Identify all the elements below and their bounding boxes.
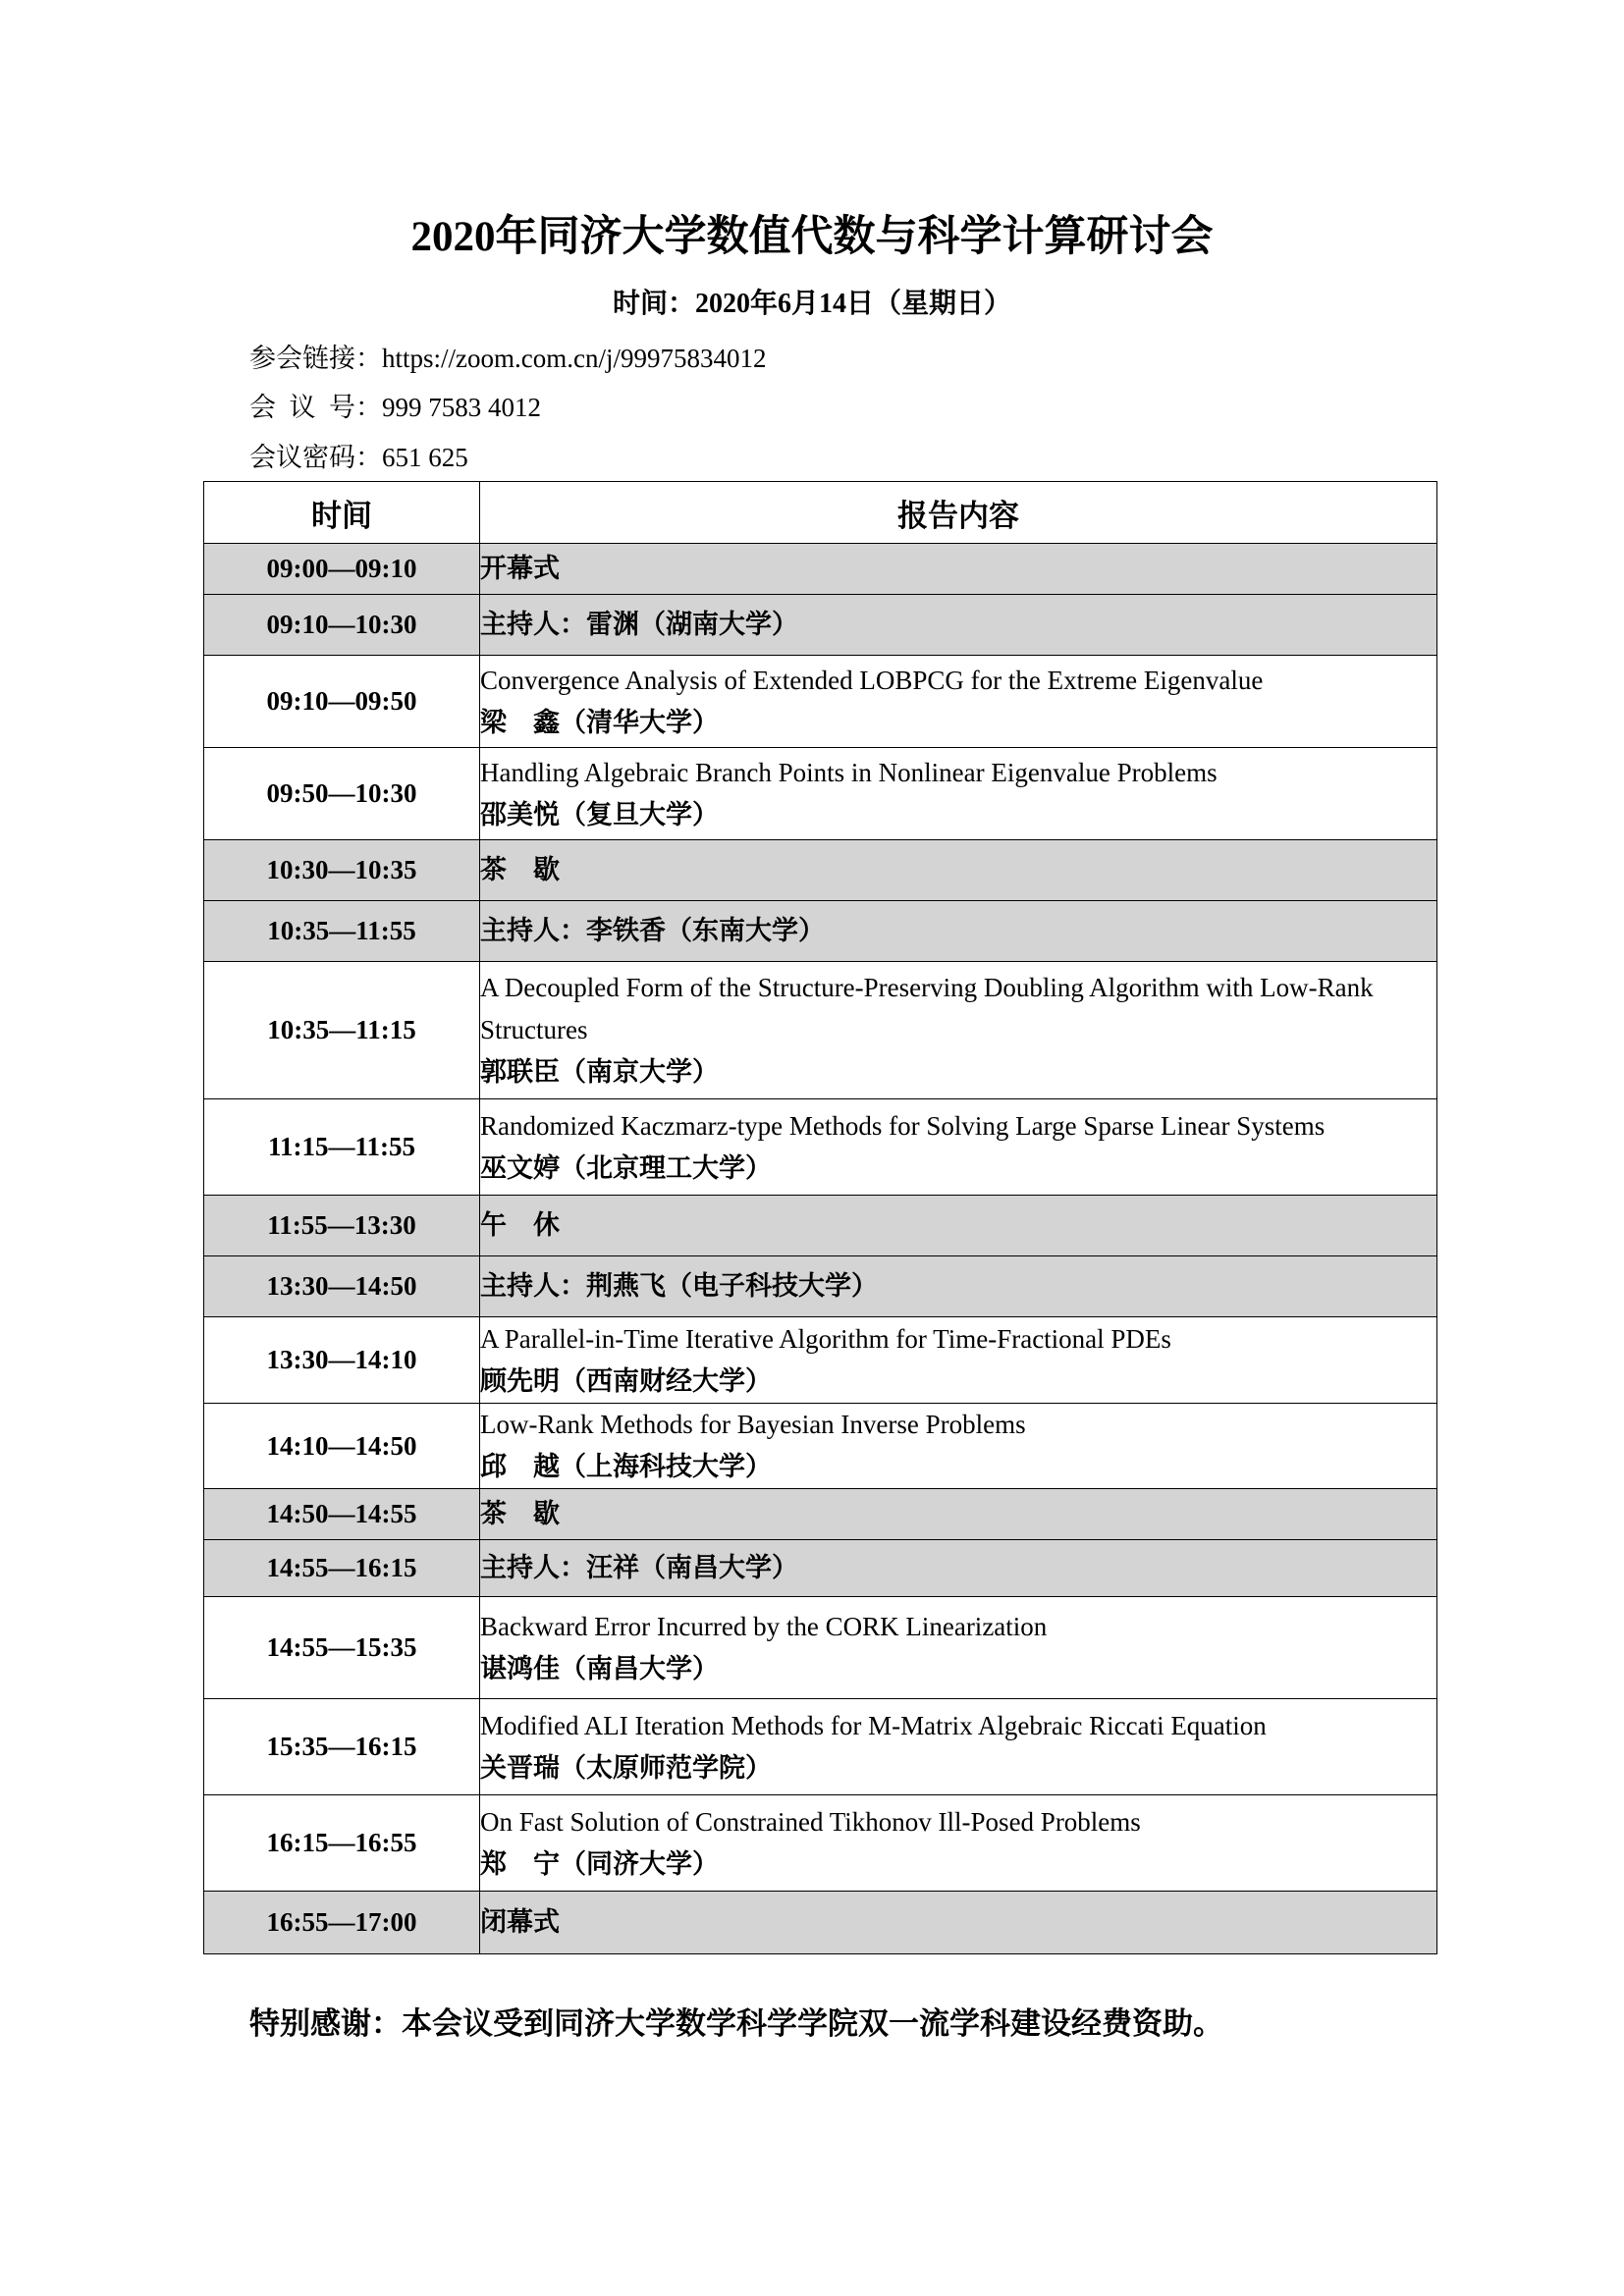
talk-cell (480, 656, 1437, 748)
talk-title: Modified ALI Iteration Methods for M-Matrix Algebraic Riccati Equation (480, 1710, 1267, 1740)
meeting-link-line (249, 339, 766, 378)
session-row (204, 544, 1437, 595)
session-text: 午 休 (480, 1210, 560, 1240)
meeting-link[interactable]: https://zoom.com.cn/j/99975834012 (382, 344, 767, 373)
table-header-row (204, 482, 1437, 544)
talk-title: A Parallel-in-Time Iterative Algorithm for Time-Fractional PDEs (480, 1323, 1171, 1354)
row-time: 09:10—10:30 (204, 595, 480, 656)
session-text: 闭幕式 (480, 1907, 560, 1937)
session-label (480, 1256, 1437, 1317)
talk-title: Low-Rank Methods for Bayesian Inverse Problems (480, 1410, 1026, 1439)
row-time: 09:10—09:50 (204, 656, 480, 748)
event-date: 时间：2020年6月14日（星期日） (612, 289, 1011, 319)
session-text: 主持人：雷渊（湖南大学） (480, 610, 798, 639)
talk-row (204, 1699, 1437, 1795)
meeting-id-label: 会 议 号： (249, 393, 382, 422)
page-title: 2020年同济大学数值代数与科学计算研讨会 (410, 214, 1214, 260)
talk-cell (480, 1317, 1437, 1404)
talk-cell (480, 1597, 1437, 1699)
row-time: 10:35—11:15 (204, 962, 480, 1099)
header-content: 报告内容 (480, 482, 1437, 544)
session-row (204, 1540, 1437, 1597)
row-time: 14:55—15:35 (204, 1597, 480, 1699)
row-time: 14:10—14:50 (204, 1404, 480, 1489)
session-row (204, 1256, 1437, 1317)
row-time: 13:30—14:50 (204, 1256, 480, 1317)
talk-title: Randomized Kaczmarz-type Methods for Solving Large Sparse Linear Systems (480, 1110, 1326, 1141)
session-label (480, 840, 1437, 901)
speaker: 巫文婷（北京理工大学） (480, 1152, 772, 1183)
meeting-id-line (249, 388, 541, 427)
row-time: 09:00—09:10 (204, 544, 480, 595)
session-text: 茶 歇 (480, 855, 560, 884)
speaker: 邱 越（上海科技大学） (480, 1452, 772, 1481)
session-text: 主持人：荆燕飞（电子科技大学） (480, 1271, 878, 1301)
row-time: 11:55—13:30 (204, 1196, 480, 1256)
row-time: 14:50—14:55 (204, 1489, 480, 1540)
speaker: 关晋瑞（太原师范学院） (480, 1752, 772, 1783)
talk-cell (480, 1699, 1437, 1795)
talk-title: Backward Error Incurred by the CORK Linearization (480, 1611, 1048, 1641)
meeting-password-line (249, 438, 468, 477)
session-text: 茶 歇 (480, 1499, 560, 1528)
meeting-password-label: 会议密码： (249, 443, 382, 472)
talk-row (204, 656, 1437, 748)
acknowledgement: 特别感谢：本会议受到同济大学数学科学学院双一流学科建设经费资助。 (249, 2006, 1223, 2041)
talk-row (204, 962, 1437, 1099)
talk-cell (480, 1795, 1437, 1892)
speaker: 梁 鑫（清华大学） (480, 707, 719, 737)
row-time: 16:55—17:00 (204, 1892, 480, 1954)
talk-cell (480, 748, 1437, 840)
talk-cell (480, 962, 1437, 1099)
talk-row (204, 748, 1437, 840)
speaker: 邵美悦（复旦大学） (480, 799, 719, 829)
session-label (480, 1540, 1437, 1597)
row-time: 09:50—10:30 (204, 748, 480, 840)
row-time: 10:30—10:35 (204, 840, 480, 901)
row-time: 13:30—14:10 (204, 1317, 480, 1404)
session-row (204, 1196, 1437, 1256)
session-row (204, 1489, 1437, 1540)
schedule-table (203, 481, 1437, 1954)
talk-row (204, 1099, 1437, 1196)
talk-row (204, 1597, 1437, 1699)
speaker: 郑 宁（同济大学） (480, 1848, 719, 1879)
meeting-link-label: 参会链接： (249, 344, 382, 373)
talk-title: Convergence Analysis of Extended LOBPCG for the Extreme Eigenvalue (480, 665, 1264, 695)
session-row (204, 901, 1437, 962)
speaker: 郭联臣（南京大学） (480, 1057, 719, 1087)
row-time: 15:35—16:15 (204, 1699, 480, 1795)
talk-row (204, 1317, 1437, 1404)
speaker: 谌鸿佳（南昌大学） (480, 1653, 719, 1683)
session-row (204, 1892, 1437, 1954)
session-label (480, 595, 1437, 656)
speaker: 顾先明（西南财经大学） (480, 1365, 772, 1396)
row-time: 11:15—11:55 (204, 1099, 480, 1196)
session-label (480, 1489, 1437, 1540)
talk-title: On Fast Solution of Constrained Tikhonov Ill-Posed Problems (480, 1806, 1141, 1837)
talk-row (204, 1795, 1437, 1892)
session-text: 主持人：汪祥（南昌大学） (480, 1553, 798, 1582)
session-text: 主持人：李铁香（东南大学） (480, 916, 825, 945)
row-time: 16:15—16:55 (204, 1795, 480, 1892)
talk-cell (480, 1404, 1437, 1489)
row-time: 14:55—16:15 (204, 1540, 480, 1597)
talk-title: Handling Algebraic Branch Points in Nonlinear Eigenvalue Problems (480, 757, 1218, 787)
talk-cell (480, 1099, 1437, 1196)
session-label (480, 544, 1437, 595)
session-row (204, 840, 1437, 901)
talk-row (204, 1404, 1437, 1489)
session-label (480, 1196, 1437, 1256)
session-label (480, 901, 1437, 962)
session-text: 开幕式 (480, 554, 560, 583)
meeting-password: 651 625 (382, 443, 468, 472)
meeting-id: 999 7583 4012 (382, 393, 541, 422)
talk-title: A Decoupled Form of the Structure-Preserving Doubling Algorithm with Low-Rank Structures (480, 973, 1374, 1044)
header-time: 时间 (204, 482, 480, 544)
session-label (480, 1892, 1437, 1954)
row-time: 10:35—11:55 (204, 901, 480, 962)
session-row (204, 595, 1437, 656)
